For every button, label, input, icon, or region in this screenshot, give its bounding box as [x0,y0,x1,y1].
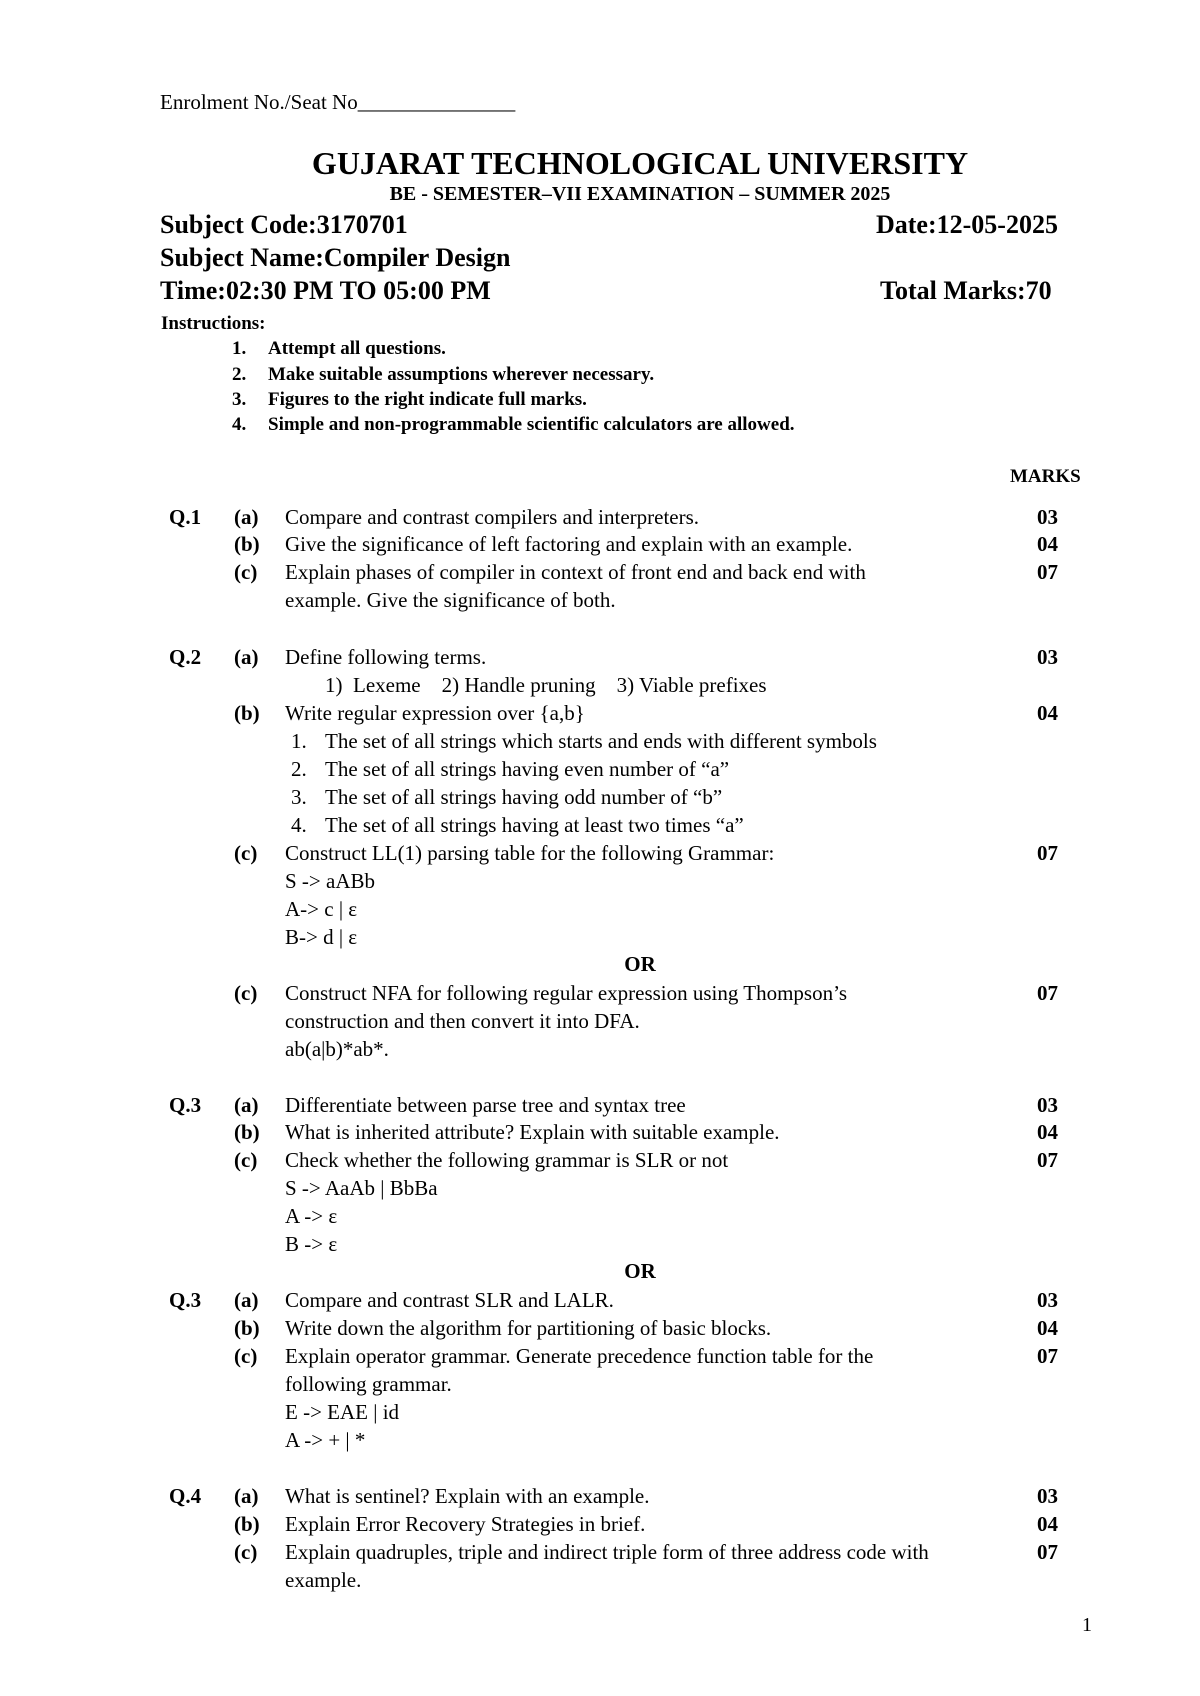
list-number: 3. [291,785,307,809]
question-marks: 04 [1037,701,1058,725]
grammar-rule: A-> c | ε [285,897,358,921]
question-text: Explain operator grammar. Generate precedence function table for the [285,1344,874,1368]
question-marks: 04 [1037,1316,1058,1340]
question-marks: 07 [1037,1148,1058,1172]
question-text: Give the significance of left factoring and explain with an example. [285,532,853,556]
instruction-number: 1. [232,338,247,359]
instruction-text: Simple and non-programmable scientific calculators are allowed. [268,414,795,435]
total-marks: Total Marks:70 [880,276,1052,305]
subquestion-label: (c) [234,560,258,584]
list-item: The set of all strings having even number of “a” [325,757,730,781]
grammar-rule: B-> d | ε [285,925,358,949]
subquestion-label: (b) [234,1120,260,1144]
question-text: example. Give the significance of both. [285,588,616,612]
question-text: Write down the algorithm for partitioning of basic blocks. [285,1316,772,1340]
marks-column-header: MARKS [1010,466,1081,487]
question-marks: 03 [1037,645,1058,669]
exam-time: Time:02:30 PM TO 05:00 PM [160,276,491,305]
question-text: construction and then convert it into DFA. [285,1009,640,1033]
question-text: What is inherited attribute? Explain with suitable example. [285,1120,780,1144]
page-number: 1 [1082,1614,1092,1636]
subquestion-label: (b) [234,532,260,556]
list-item: The set of all strings which starts and ends with different symbols [325,729,877,753]
grammar-rule: A -> + | * [285,1428,366,1452]
instruction-text: Make suitable assumptions wherever necessary. [268,364,655,385]
question-text: example. [285,1568,362,1592]
instruction-text: Figures to the right indicate full marks. [268,389,587,410]
question-text: Construct NFA for following regular expression using Thompson’s [285,981,848,1005]
subquestion-label: (c) [234,1148,258,1172]
question-marks: 07 [1037,1344,1058,1368]
subquestion-label: (c) [234,1344,258,1368]
question-label: Q.3 [169,1288,202,1312]
list-number: 4. [291,813,307,837]
regular-expression: ab(a|b)*ab*. [285,1037,389,1061]
subquestion-label: (b) [234,1512,260,1536]
question-marks: 04 [1037,532,1058,556]
or-separator: OR [624,1259,656,1283]
grammar-rule: E -> EAE | id [285,1400,400,1424]
grammar-rule: A -> ε [285,1204,338,1228]
subquestion-label: (a) [234,1093,259,1117]
question-text: following grammar. [285,1372,452,1396]
subject-name: Subject Name:Compiler Design [160,243,511,272]
subquestion-label: (a) [234,505,259,529]
exam-title: BE - SEMESTER–VII EXAMINATION – SUMMER 2025 [389,183,891,205]
question-text: Write regular expression over {a,b} [285,701,585,725]
question-marks: 03 [1037,505,1058,529]
question-marks: 03 [1037,1093,1058,1117]
question-text: Explain Error Recovery Strategies in brief. [285,1512,646,1536]
instruction-number: 2. [232,364,247,385]
subquestion-label: (a) [234,1484,259,1508]
question-text: Construct LL(1) parsing table for the following Grammar: [285,841,775,865]
grammar-rule: B -> ε [285,1232,338,1256]
instruction-number: 4. [232,414,247,435]
question-text: Compare and contrast compilers and interpreters. [285,505,700,529]
question-label: Q.1 [169,505,202,529]
grammar-rule: S -> aABb [285,869,376,893]
list-item: The set of all strings having at least two times “a” [325,813,744,837]
question-marks: 04 [1037,1512,1058,1536]
subquestion-label: (a) [234,645,259,669]
instruction-number: 3. [232,389,247,410]
question-text: Define following terms. [285,645,487,669]
subquestion-label: (a) [234,1288,259,1312]
exam-date: Date:12-05-2025 [876,210,1058,239]
subquestion-label: (b) [234,701,260,725]
question-marks: 04 [1037,1120,1058,1144]
question-marks: 03 [1037,1484,1058,1508]
question-text: Compare and contrast SLR and LALR. [285,1288,614,1312]
or-separator: OR [624,952,656,976]
question-marks: 07 [1037,560,1058,584]
list-number: 2. [291,757,307,781]
question-label: Q.4 [169,1484,202,1508]
subquestion-label: (c) [234,841,258,865]
question-marks: 07 [1037,841,1058,865]
question-marks: 03 [1037,1288,1058,1312]
instruction-text: Attempt all questions. [268,338,446,359]
question-text: Differentiate between parse tree and syntax tree [285,1093,686,1117]
question-label: Q.3 [169,1093,202,1117]
subquestion-label: (c) [234,981,258,1005]
question-text: Check whether the following grammar is SLR or not [285,1148,729,1172]
question-marks: 07 [1037,1540,1058,1564]
subquestion-label: (c) [234,1540,258,1564]
list-number: 1. [291,729,307,753]
question-text: Explain quadruples, triple and indirect triple form of three address code with [285,1540,929,1564]
instructions-title: Instructions: [161,313,266,334]
terms-list: 1) Lexeme 2) Handle pruning 3) Viable prefixes [325,673,767,697]
question-marks: 07 [1037,981,1058,1005]
grammar-rule: S -> AaAb | BbBa [285,1176,438,1200]
question-text: What is sentinel? Explain with an example. [285,1484,650,1508]
question-text: Explain phases of compiler in context of front end and back end with [285,560,866,584]
enrolment-seat-no: Enrolment No./Seat No_______________ [160,90,516,114]
subject-code: Subject Code:3170701 [160,210,408,239]
university-title: GUJARAT TECHNOLOGICAL UNIVERSITY [311,145,969,181]
subquestion-label: (b) [234,1316,260,1340]
question-label: Q.2 [169,645,202,669]
list-item: The set of all strings having odd number of “b” [325,785,723,809]
